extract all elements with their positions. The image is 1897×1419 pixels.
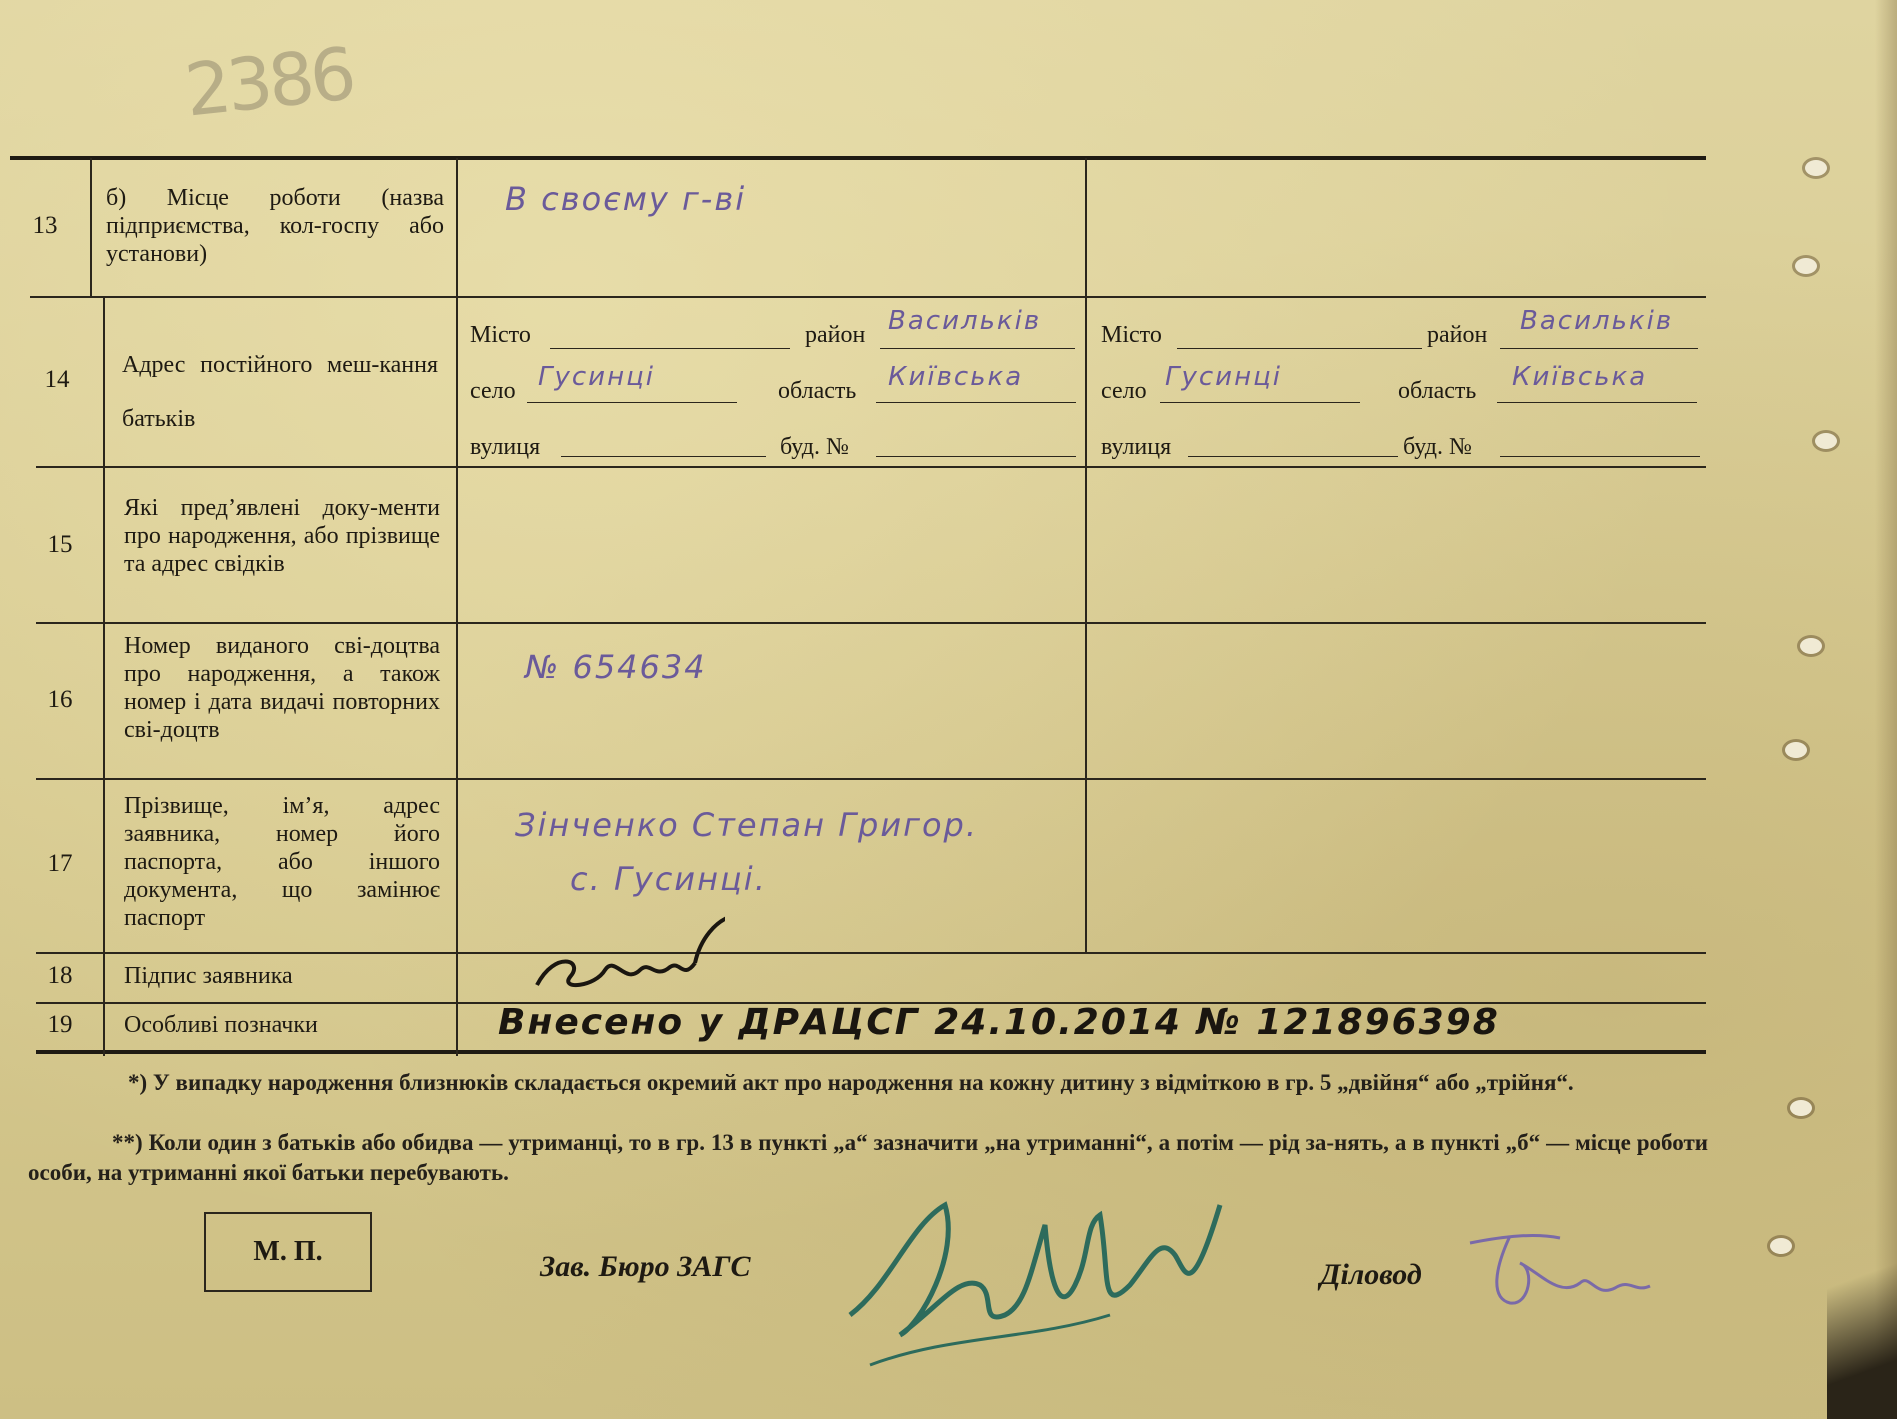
row-17-entry-line-2: с. Гусинці. [570,860,767,898]
paper-edge-shadow [1875,0,1897,1419]
row-rule [36,778,1706,780]
row-14-right-city-label: Місто [1101,322,1162,348]
col-rule [103,298,105,1056]
col-rule [90,158,92,296]
row-14-left-region-value: Київська [888,362,1024,392]
underline [880,348,1075,349]
punch-hole [1805,160,1827,176]
damaged-corner [1827,1249,1897,1419]
head-title: Зав. Бюро ЗАГС [540,1250,751,1283]
row-17-entry-line-1: Зінченко Степан Григор. [515,806,979,844]
row-18-label: Підпис заявника [124,963,293,989]
row-19-label: Особливі позначки [124,1012,318,1038]
row-14-left-district-label: район [805,322,866,348]
row-17-number: 17 [47,850,73,877]
handwritten-page-number: 2386 [181,31,357,133]
punch-hole [1800,638,1822,654]
row-14-right-village-label: село [1101,378,1147,404]
row-14-number: 14 [44,366,70,393]
row-14-right-village-value: Гусинці [1165,362,1282,392]
row-15-label: Які пред’явлені доку-менти про народження, або прізвище та адрес свідків [124,495,440,577]
underline [561,456,766,457]
row-16-number: 16 [47,686,73,713]
row-14-left-village-label: село [470,378,516,404]
punch-hole [1770,1238,1792,1254]
stamp-place: М. П. [204,1212,372,1292]
row-14-right-region-label: область [1398,378,1477,404]
row-rule [30,296,1706,298]
footnote-dependents: **) Коли один з батьків або обидва — утриманці, то в гр. 13 в пункті „а“ зазначити „на утриманні“, а потім — рід за-нять, а в пункті „б“ — місце роботи особи, на утриманні якої батьки перебувають. [28,1130,1708,1185]
clerk-title: Діловод [1320,1258,1422,1291]
punch-hole [1790,1100,1812,1116]
row-13-entry: В своєму г-ві [505,180,747,218]
row-14-left-city-label: Місто [470,322,531,348]
head-signature [830,1165,1250,1375]
punch-hole [1785,742,1807,758]
underline [1500,348,1698,349]
row-14-right-street-label: вулиця [1101,434,1172,460]
row-14-right-house-label: буд. № [1403,434,1472,460]
row-16-entry: № 654634 [525,648,707,686]
underline [1160,402,1360,403]
row-19-entry: Внесено у ДРАЦСГ 24.10.2014 № 121896398 [498,1002,1500,1043]
row-13-number: 13 [32,212,58,239]
row-rule [36,622,1706,624]
row-18-number: 18 [47,962,73,989]
underline [876,456,1076,457]
row-14-right-district-label: район [1427,322,1488,348]
row-14-right-district-value: Васильків [1520,306,1674,336]
table-top-rule [10,156,1706,160]
clerk-signature [1465,1228,1655,1318]
row-15-number: 15 [47,531,73,558]
underline [1497,402,1697,403]
punch-hole [1795,258,1817,274]
row-14-label: Адрес постійного меш-кання батьків [122,352,438,432]
table-bottom-rule [36,1050,1706,1054]
row-13-label: б) Місце роботи (назва підприємства, кол-госпу або установи) [106,185,444,267]
row-16-label: Номер виданого сві-доцтва про народження, а також номер і дата видачі повторних сві-доцтв [124,633,440,743]
footnote-twins: *) У випадку народження близнюків складається окремий акт про народження на кожну дитину з відміткою в гр. 5 „двійня“ або „трійня“. [128,1070,1574,1095]
row-14-right-region-value: Київська [1512,362,1648,392]
underline [1177,348,1422,349]
row-14-left-region-label: область [778,378,857,404]
row-17-label: Прізвище, ім’я, адрес заявника, номер його паспорта, або іншого документа, що замінює паспорт [124,793,440,931]
row-rule [36,466,1706,468]
underline [1188,456,1398,457]
row-19-number: 19 [47,1011,73,1038]
row-rule [36,952,1706,954]
row-14-left-village-value: Гусинці [538,362,655,392]
underline [527,402,737,403]
underline [550,348,790,349]
row-14-left-house-label: буд. № [780,434,849,460]
row-14-left-district-value: Васильків [888,306,1042,336]
underline [1500,456,1700,457]
col-rule [1085,158,1087,952]
row-14-left-street-label: вулиця [470,434,541,460]
underline [876,402,1076,403]
col-rule [456,158,458,1056]
punch-hole [1815,433,1837,449]
applicant-signature [525,915,725,1005]
